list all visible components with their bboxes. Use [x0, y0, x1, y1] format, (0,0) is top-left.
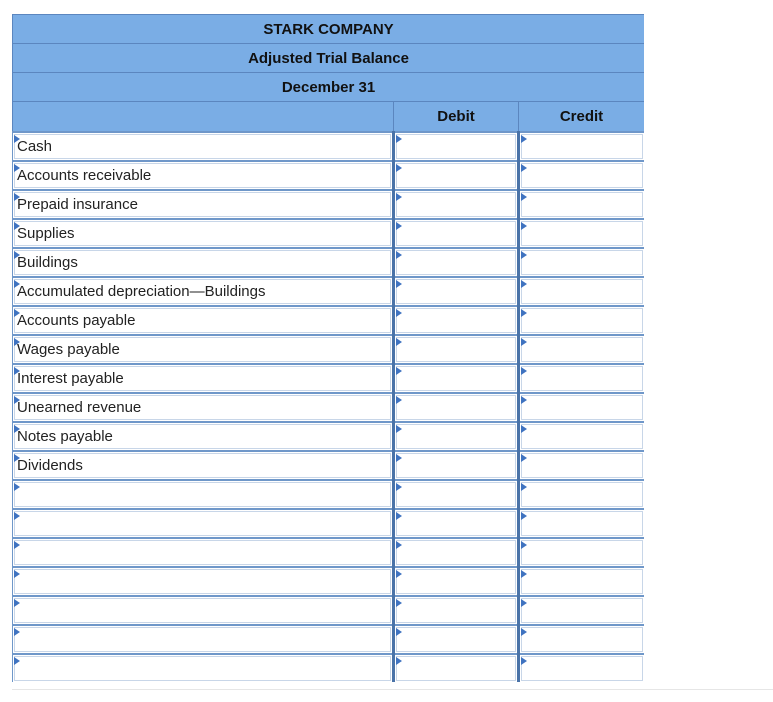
dropdown-marker-icon[interactable] — [396, 396, 402, 404]
dropdown-marker-icon[interactable] — [396, 454, 402, 462]
dropdown-marker-icon[interactable] — [396, 367, 402, 375]
credit-amount-field[interactable] — [521, 337, 643, 362]
account-name-field[interactable] — [14, 656, 391, 681]
account-name-field[interactable]: Accumulated depreciation—Buildings — [14, 279, 391, 304]
debit-amount-field[interactable] — [396, 511, 516, 536]
debit-amount-cell — [394, 132, 519, 161]
account-name-cell — [13, 306, 394, 335]
debit-amount-field[interactable] — [396, 221, 516, 246]
credit-amount-cell — [519, 219, 645, 248]
column-header-row — [13, 102, 645, 133]
credit-amount-cell — [519, 567, 645, 596]
account-name-cell — [13, 451, 394, 480]
dropdown-marker-icon[interactable] — [14, 164, 20, 172]
dropdown-marker-icon[interactable] — [14, 628, 20, 636]
credit-column-header: Credit — [519, 102, 645, 133]
table-row — [13, 161, 645, 190]
account-name-field[interactable] — [14, 511, 391, 536]
debit-amount-cell — [394, 480, 519, 509]
debit-amount-cell — [394, 422, 519, 451]
credit-amount-field[interactable] — [521, 366, 643, 391]
credit-amount-field[interactable] — [521, 511, 643, 536]
dropdown-marker-icon[interactable] — [14, 570, 20, 578]
table-row — [13, 451, 645, 480]
table-row — [13, 277, 645, 306]
debit-amount-field[interactable] — [396, 482, 516, 507]
credit-amount-field[interactable] — [521, 569, 643, 594]
dropdown-marker-icon[interactable] — [521, 251, 527, 259]
credit-amount-cell — [519, 132, 645, 161]
page-divider — [12, 689, 773, 690]
credit-amount-cell — [519, 306, 645, 335]
credit-amount-cell — [519, 596, 645, 625]
dropdown-marker-icon[interactable] — [521, 512, 527, 520]
dropdown-marker-icon[interactable] — [396, 599, 402, 607]
dropdown-marker-icon[interactable] — [396, 425, 402, 433]
account-name-cell — [13, 132, 394, 161]
dropdown-marker-icon[interactable] — [14, 280, 20, 288]
account-name-cell — [13, 625, 394, 654]
dropdown-marker-icon[interactable] — [14, 396, 20, 404]
dropdown-marker-icon[interactable] — [521, 135, 527, 143]
table-row — [13, 190, 645, 219]
trial-balance-worksheet — [12, 14, 644, 682]
dropdown-marker-icon[interactable] — [14, 599, 20, 607]
credit-amount-field[interactable] — [521, 308, 643, 333]
dropdown-marker-icon[interactable] — [396, 164, 402, 172]
table-row — [13, 422, 645, 451]
dropdown-marker-icon[interactable] — [14, 135, 20, 143]
dropdown-marker-icon[interactable] — [14, 541, 20, 549]
credit-amount-field[interactable] — [521, 656, 643, 681]
dropdown-marker-icon[interactable] — [521, 541, 527, 549]
dropdown-marker-icon[interactable] — [14, 512, 20, 520]
debit-amount-field[interactable] — [396, 250, 516, 275]
credit-amount-field[interactable] — [521, 279, 643, 304]
account-name-cell — [13, 364, 394, 393]
account-column-header — [13, 102, 394, 133]
credit-amount-cell — [519, 538, 645, 567]
header-statement-row — [13, 44, 645, 73]
credit-amount-field[interactable] — [521, 540, 643, 565]
dropdown-marker-icon[interactable] — [14, 454, 20, 462]
debit-column-header: Debit — [394, 102, 519, 133]
debit-amount-cell — [394, 538, 519, 567]
account-name-field[interactable]: Unearned revenue — [14, 395, 391, 420]
debit-amount-cell — [394, 306, 519, 335]
account-name-field[interactable] — [14, 540, 391, 565]
account-name-field[interactable]: Supplies — [14, 221, 391, 246]
debit-amount-cell — [394, 364, 519, 393]
dropdown-marker-icon[interactable] — [521, 599, 527, 607]
debit-amount-field[interactable] — [396, 424, 516, 449]
dropdown-marker-icon[interactable] — [396, 222, 402, 230]
credit-amount-cell — [519, 335, 645, 364]
debit-amount-cell — [394, 596, 519, 625]
dropdown-marker-icon[interactable] — [521, 280, 527, 288]
dropdown-marker-icon[interactable] — [521, 193, 527, 201]
dropdown-marker-icon[interactable] — [14, 222, 20, 230]
dropdown-marker-icon[interactable] — [396, 135, 402, 143]
table-row — [13, 132, 645, 161]
dropdown-marker-icon[interactable] — [521, 396, 527, 404]
debit-amount-cell — [394, 248, 519, 277]
account-name-field[interactable] — [14, 627, 391, 652]
header-date-row — [13, 73, 645, 102]
debit-amount-cell — [394, 335, 519, 364]
debit-amount-cell — [394, 393, 519, 422]
account-name-cell — [13, 538, 394, 567]
dropdown-marker-icon[interactable] — [396, 628, 402, 636]
dropdown-marker-icon[interactable] — [521, 164, 527, 172]
account-name-cell — [13, 335, 394, 364]
debit-amount-cell — [394, 451, 519, 480]
debit-amount-field[interactable] — [396, 163, 516, 188]
dropdown-marker-icon[interactable] — [521, 338, 527, 346]
dropdown-marker-icon[interactable] — [14, 483, 20, 491]
credit-amount-cell — [519, 625, 645, 654]
debit-amount-field[interactable] — [396, 366, 516, 391]
table-row — [13, 248, 645, 277]
account-name-field[interactable]: Interest payable — [14, 366, 391, 391]
account-name-cell — [13, 161, 394, 190]
account-name-field[interactable]: Prepaid insurance — [14, 192, 391, 217]
credit-amount-field[interactable] — [521, 192, 643, 217]
account-name-cell — [13, 248, 394, 277]
credit-amount-cell — [519, 161, 645, 190]
debit-amount-field[interactable] — [396, 395, 516, 420]
credit-amount-field[interactable] — [521, 424, 643, 449]
dropdown-marker-icon[interactable] — [396, 338, 402, 346]
dropdown-marker-icon[interactable] — [396, 512, 402, 520]
account-name-cell — [13, 219, 394, 248]
dropdown-marker-icon[interactable] — [521, 425, 527, 433]
account-name-cell — [13, 567, 394, 596]
credit-amount-field[interactable] — [521, 598, 643, 623]
credit-amount-cell — [519, 364, 645, 393]
debit-amount-cell — [394, 277, 519, 306]
trial-balance-table — [12, 14, 644, 682]
account-name-field[interactable]: Dividends — [14, 453, 391, 478]
debit-amount-field[interactable] — [396, 192, 516, 217]
credit-amount-field[interactable] — [521, 453, 643, 478]
company-name: STARK COMPANY — [13, 15, 645, 44]
dropdown-marker-icon[interactable] — [521, 657, 527, 665]
account-name-cell — [13, 480, 394, 509]
debit-amount-field[interactable] — [396, 656, 516, 681]
dropdown-marker-icon[interactable] — [521, 222, 527, 230]
table-row — [13, 625, 645, 654]
debit-amount-cell — [394, 161, 519, 190]
credit-amount-field[interactable] — [521, 134, 643, 159]
credit-amount-cell — [519, 451, 645, 480]
account-name-field[interactable]: Cash — [14, 134, 391, 159]
credit-amount-cell — [519, 393, 645, 422]
table-row — [13, 364, 645, 393]
credit-amount-field[interactable] — [521, 627, 643, 652]
credit-amount-field[interactable] — [521, 395, 643, 420]
table-row — [13, 480, 645, 509]
trial-balance-body — [13, 132, 645, 682]
dropdown-marker-icon[interactable] — [14, 657, 20, 665]
dropdown-marker-icon[interactable] — [521, 483, 527, 491]
table-row — [13, 596, 645, 625]
dropdown-marker-icon[interactable] — [14, 425, 20, 433]
dropdown-marker-icon[interactable] — [14, 251, 20, 259]
dropdown-marker-icon[interactable] — [396, 280, 402, 288]
statement-date: December 31 — [13, 73, 645, 102]
table-row — [13, 335, 645, 364]
dropdown-marker-icon[interactable] — [396, 309, 402, 317]
dropdown-marker-icon[interactable] — [396, 570, 402, 578]
debit-amount-field[interactable] — [396, 598, 516, 623]
debit-amount-cell — [394, 190, 519, 219]
account-name-field[interactable]: Buildings — [14, 250, 391, 275]
account-name-cell — [13, 190, 394, 219]
debit-amount-field[interactable] — [396, 627, 516, 652]
debit-amount-field[interactable] — [396, 569, 516, 594]
dropdown-marker-icon[interactable] — [14, 367, 20, 375]
account-name-cell — [13, 393, 394, 422]
table-row — [13, 219, 645, 248]
debit-amount-field[interactable] — [396, 337, 516, 362]
table-row — [13, 654, 645, 682]
account-name-field[interactable]: Wages payable — [14, 337, 391, 362]
debit-amount-cell — [394, 219, 519, 248]
table-row — [13, 509, 645, 538]
credit-amount-cell — [519, 480, 645, 509]
dropdown-marker-icon[interactable] — [396, 251, 402, 259]
account-name-field[interactable] — [14, 569, 391, 594]
account-name-cell — [13, 277, 394, 306]
dropdown-marker-icon[interactable] — [14, 309, 20, 317]
debit-amount-field[interactable] — [396, 134, 516, 159]
credit-amount-field[interactable] — [521, 163, 643, 188]
dropdown-marker-icon[interactable] — [396, 541, 402, 549]
dropdown-marker-icon[interactable] — [396, 657, 402, 665]
account-name-cell — [13, 596, 394, 625]
dropdown-marker-icon[interactable] — [521, 309, 527, 317]
header-company-row — [13, 15, 645, 44]
debit-amount-cell — [394, 567, 519, 596]
dropdown-marker-icon[interactable] — [396, 483, 402, 491]
credit-amount-cell — [519, 248, 645, 277]
account-name-cell — [13, 422, 394, 451]
statement-title: Adjusted Trial Balance — [13, 44, 645, 73]
debit-amount-field[interactable] — [396, 453, 516, 478]
dropdown-marker-icon[interactable] — [521, 628, 527, 636]
table-row — [13, 538, 645, 567]
table-row — [13, 567, 645, 596]
table-row — [13, 306, 645, 335]
account-name-field[interactable]: Accounts payable — [14, 308, 391, 333]
account-name-field[interactable] — [14, 482, 391, 507]
account-name-field[interactable]: Accounts receivable — [14, 163, 391, 188]
dropdown-marker-icon[interactable] — [396, 193, 402, 201]
dropdown-marker-icon[interactable] — [14, 338, 20, 346]
credit-amount-cell — [519, 509, 645, 538]
debit-amount-field[interactable] — [396, 279, 516, 304]
account-name-field[interactable]: Notes payable — [14, 424, 391, 449]
debit-amount-cell — [394, 509, 519, 538]
dropdown-marker-icon[interactable] — [521, 570, 527, 578]
credit-amount-cell — [519, 190, 645, 219]
debit-amount-cell — [394, 654, 519, 682]
dropdown-marker-icon[interactable] — [521, 367, 527, 375]
debit-amount-field[interactable] — [396, 308, 516, 333]
account-name-cell — [13, 654, 394, 682]
credit-amount-cell — [519, 422, 645, 451]
debit-amount-cell — [394, 625, 519, 654]
debit-amount-field[interactable] — [396, 540, 516, 565]
credit-amount-field[interactable] — [521, 250, 643, 275]
credit-amount-cell — [519, 654, 645, 682]
credit-amount-cell — [519, 277, 645, 306]
account-name-cell — [13, 509, 394, 538]
dropdown-marker-icon[interactable] — [521, 454, 527, 462]
account-name-field[interactable] — [14, 598, 391, 623]
table-row — [13, 393, 645, 422]
dropdown-marker-icon[interactable] — [14, 193, 20, 201]
credit-amount-field[interactable] — [521, 221, 643, 246]
credit-amount-field[interactable] — [521, 482, 643, 507]
